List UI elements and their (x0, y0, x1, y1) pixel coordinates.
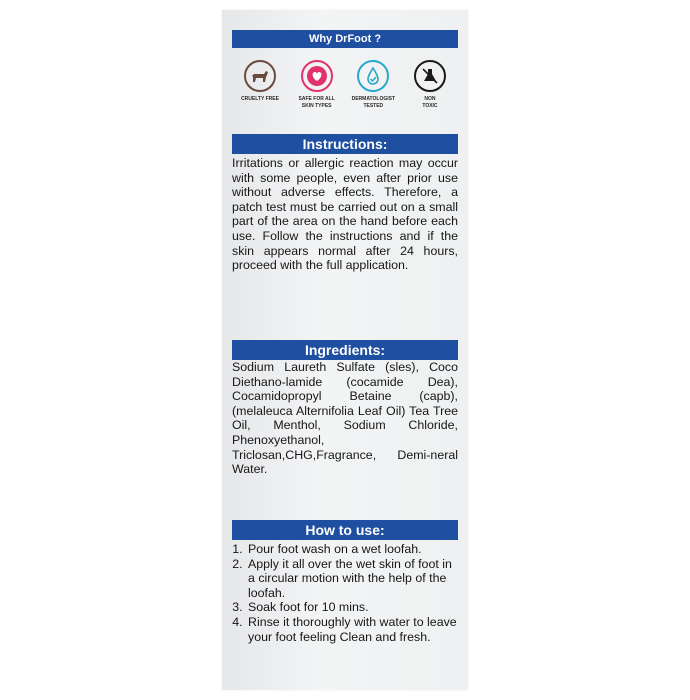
badge-label: TOXIC (422, 103, 438, 109)
badge-label: SAFE FOR ALL (298, 96, 335, 102)
badge-label: TESTED (363, 103, 384, 109)
dog-icon (244, 60, 276, 92)
step-item: 1. Pour foot wash on a wet loofah. (246, 542, 458, 557)
step-item: 3. Soak foot for 10 mins. (246, 600, 458, 615)
step-item: 4. Rinse it thoroughly with water to leave your foot feeling Clean and fresh. (246, 615, 458, 644)
heart-icon (301, 60, 333, 92)
flask-crossed-icon (414, 60, 446, 92)
badge-safe-for-all-skin-types (289, 60, 345, 110)
badge-label: DERMATOLOGIST (351, 96, 396, 102)
drop-icon (357, 60, 389, 92)
ingredients-text: Sodium Laureth Sulfate (sles), Coco Diethano-lamide (cocamide Dea), Cocamidopropyl Betaine (capb), (melaleuca Alternifolia Leaf Oil) Tea Tree Oil, Menthol, Sodium Chloride, Phenoxyethanol, Triclosan,CHG,Fragrance, Demi-neral Water. (232, 360, 458, 477)
badge-non-toxic (402, 60, 458, 110)
step-item: 2. Apply it all over the wet skin of foot in a circular motion with the help of the loofah. (246, 557, 458, 601)
badge-label: CRUELTY FREE (241, 96, 279, 102)
badge-cruelty-free (232, 60, 288, 110)
badge-dermatologist-tested (345, 60, 401, 110)
product-label-panel (222, 10, 468, 690)
instructions-text: Irritations or allergic reaction may occur with some people, even after prior use without adverse effects. Therefore, a patch test must be carried out on a small part of the area on the hand before each use. Follow the instructions and if the skin appears normal after 24 hours, proceed with the full application. (232, 156, 458, 273)
why-drfoot-header: Why DrFoot ? (232, 30, 458, 48)
badge-row (232, 60, 458, 110)
how-to-use-header: How to use: (232, 520, 458, 540)
badge-label: NON (424, 96, 436, 102)
instructions-header: Instructions: (232, 134, 458, 154)
how-to-use-steps (232, 542, 458, 644)
badge-label: SKIN TYPES (301, 103, 332, 109)
ingredients-header: Ingredients: (232, 340, 458, 360)
